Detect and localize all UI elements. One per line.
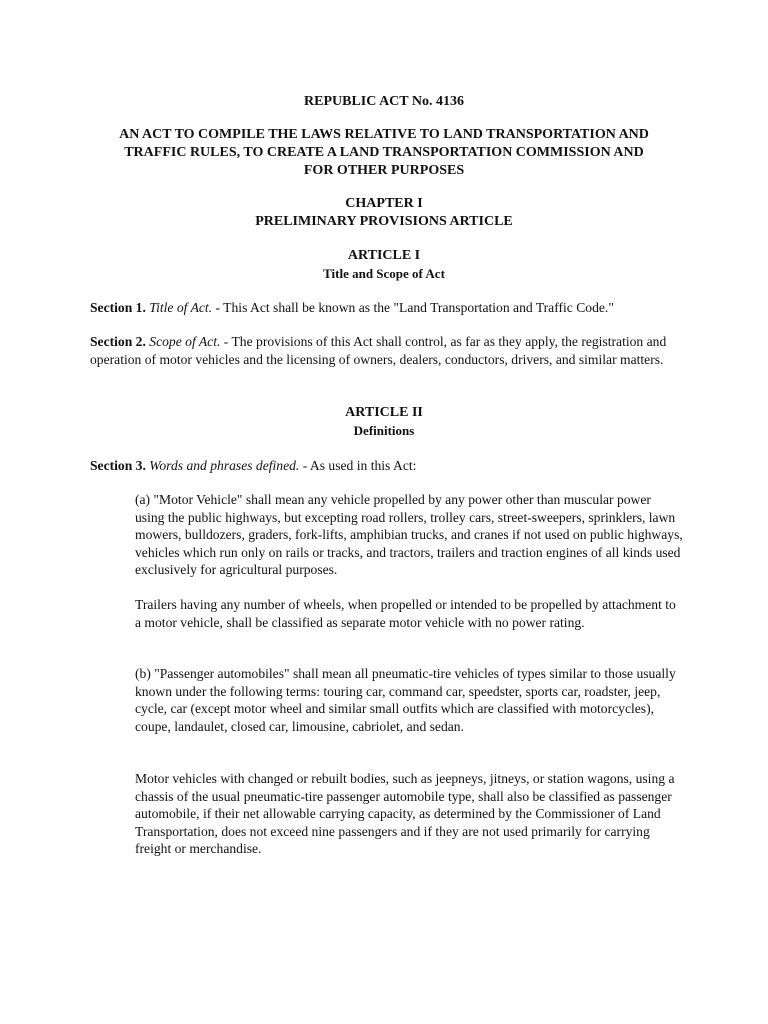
paragraph-rebuilt-bodies: Motor vehicles with changed or rebuilt bodies, such as jeepneys, jitneys, or station wagons, using a chassis of the usual pneumatic-tire passenger automobile type, shall also be classified as passenger automobile, if their net allowable carrying capacity, as determined by the Commissioner of Land Transportation, does not exceed nine passengers and if they are not used primarily for carrying freight or merchandise. (135, 771, 675, 856)
act-title (80, 126, 688, 180)
act-title-line: AN ACT TO COMPILE THE LAWS RELATIVE TO LAND TRANSPORTATION AND (119, 127, 649, 142)
paragraph-trailers: Trailers having any number of wheels, when propelled or intended to be propelled by attachment to a motor vehicle, shall be classified as separate motor vehicle with no power rating. (135, 597, 676, 630)
act-title-line: TRAFFIC RULES, TO CREATE A LAND TRANSPORTATION COMMISSION AND (124, 145, 644, 160)
article-ii-heading (0, 404, 768, 440)
article-title: Definitions (353, 423, 415, 438)
paragraph-b-passenger-automobiles: (b) "Passenger automobiles" shall mean all pneumatic-tire vehicles of types similar to those usually known under the following terms: touring car, command car, speedster, sports car, roadster, jeep, cycle, car (except motor wheel and similar small outfits which are classified with motorcycles), coupe, landaulet, closed car, limousine, cabriolet, and sedan. (135, 666, 676, 734)
article-label: ARTICLE I (347, 248, 421, 263)
section-heading: Scope of Act. (149, 334, 221, 349)
chapter-heading (0, 195, 768, 231)
article-i-heading (0, 247, 768, 283)
act-title-line: FOR OTHER PURPOSES (303, 163, 465, 178)
section-1 (90, 299, 690, 317)
section-label: Section 3. (90, 458, 146, 473)
section-heading: Words and phrases defined. (149, 458, 300, 473)
section-label: Section 2. (90, 334, 146, 349)
section-3 (90, 457, 690, 475)
section-heading: Title of Act. (149, 300, 213, 315)
paragraph-a-motor-vehicle: (a) "Motor Vehicle" shall mean any vehicle propelled by any power other than muscular power using the public highways, but excepting road rollers, trolley cars, street-sweepers, sprinklers, lawn mowers, bulldozers, graders, fork-lifts, amphibian trucks, and cranes if not used on public highways, vehicles which run only on rails or tracks, and tractors, trailers and traction engines of all kinds used exclusively for agricultural purposes. (135, 492, 683, 577)
section-label: Section 1. (90, 300, 146, 315)
article-title: Title and Scope of Act (323, 266, 445, 281)
section-text: - As used in this Act: (299, 458, 417, 473)
chapter-label: CHAPTER I (345, 196, 423, 211)
section-text: - The provisions of this Act shall control, as far as they apply, the registration and operation of motor vehicles and the licensing of owners, dealers, conductors, drivers, and similar matters. (90, 334, 667, 367)
act-number: REPUBLIC ACT No. 4136 (304, 94, 464, 109)
section-2 (90, 333, 690, 369)
chapter-title: PRELIMINARY PROVISIONS ARTICLE (255, 214, 513, 229)
section-text: - This Act shall be known as the "Land Transportation and Traffic Code." (212, 300, 614, 315)
article-label: ARTICLE II (345, 405, 423, 420)
